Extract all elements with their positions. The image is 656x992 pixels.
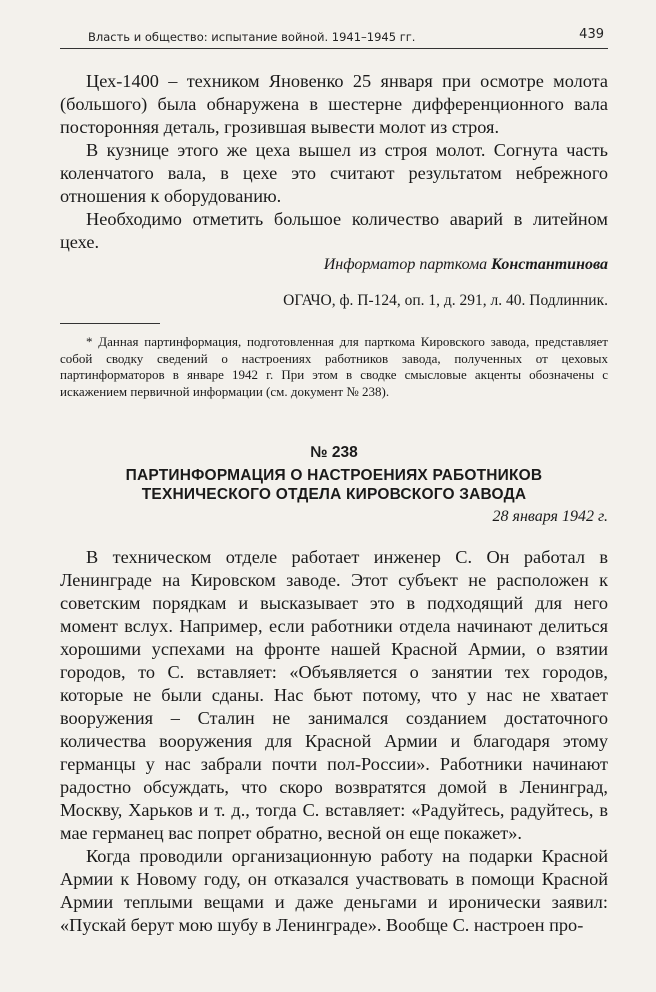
document-title-line: ПАРТИНФОРМАЦИЯ О НАСТРОЕНИЯХ РАБОТНИКОВ xyxy=(125,467,543,484)
paragraph: Цех-1400 – техником Яновенко 25 января при осмотре молота (большого) была обнаружена в шестерне дифференционного вала посторонняя деталь, грозившая вывести молот из строя. xyxy=(60,71,608,137)
paragraph: В кузнице этого же цеха вышел из строя молот. Согнута часть коленчатого вала, в цехе это считают результатом небрежного отношения к оборудованию. xyxy=(60,140,608,206)
document-date: 28 января 1942 г. xyxy=(492,508,608,525)
signature-line xyxy=(60,256,608,274)
page-number: 439 xyxy=(579,27,604,42)
paragraph: Необходимо отметить большое количество аварий в литейном цехе. xyxy=(60,209,608,252)
footnote-block xyxy=(60,334,608,400)
signature-prefix: Информатор парткома xyxy=(323,256,488,273)
document-heading xyxy=(60,444,608,526)
document-body xyxy=(60,546,608,937)
header-title: Власть и общество: испытание войной. 1941–1945 гг. xyxy=(88,30,416,44)
document-title-line: ТЕХНИЧЕСКОГО ОТДЕЛА КИРОВСКОГО ЗАВОДА xyxy=(141,486,527,503)
paragraph: Когда проводили организационную работу на подарки Красной Армии к Новому году, он отказался участвовать в помощи Красной Армии теплыми вещами и даже деньгами и иронически заявил: «Пускай берут мою шубу в Ленинграде». Вообще С. настроен про- xyxy=(60,846,608,935)
intro-text xyxy=(60,70,608,254)
signature-name: Константинова xyxy=(491,256,608,273)
archive-source xyxy=(60,292,608,310)
source-citation: ОГАЧО, ф. П-124, оп. 1, д. 291, л. 40. Подлинник. xyxy=(283,292,608,309)
footnote-divider xyxy=(60,323,160,324)
running-header xyxy=(60,26,608,49)
document-number: № 238 xyxy=(310,444,358,461)
paragraph: В техническом отделе работает инженер С. Он работал в Ленинграде на Кировском заводе. Этот субъект не расположен к советским порядкам и высказывает это в подходящий для него момент вслух. Например, если работники отдела начинают делиться хорошими успехами на фронте нашей Красной Армии, о взятии городов, то С. вставляет: «Объявляется о занятии тех городов, которые не были сданы. Нас бьют потому, что у нас не хватает вооружения – Сталин не занимался созданием достаточного количества вооружения для Красной Армии и благодаря этому германцы у нас забрали почти пол-России». Работники начинают радостно обсуждать, что скоро возвратятся домой в Ленинград, Москву, Харьков и т. д., тогда С. вставляет: «Радуйтесь, радуйтесь, в мае германец вас попрет обратно, весной он еще покажет». xyxy=(60,547,608,843)
footnote: * Данная партинформация, подготовленная для парткома Кировского завода, представляет собой сводку сведений о настроениях работников завода, полученных от цеховых партинформаторов в январе 1942 г. При этом в сводке смысловые акценты обозначены с искажением первичной информации (см. документ № 238). xyxy=(60,334,608,399)
